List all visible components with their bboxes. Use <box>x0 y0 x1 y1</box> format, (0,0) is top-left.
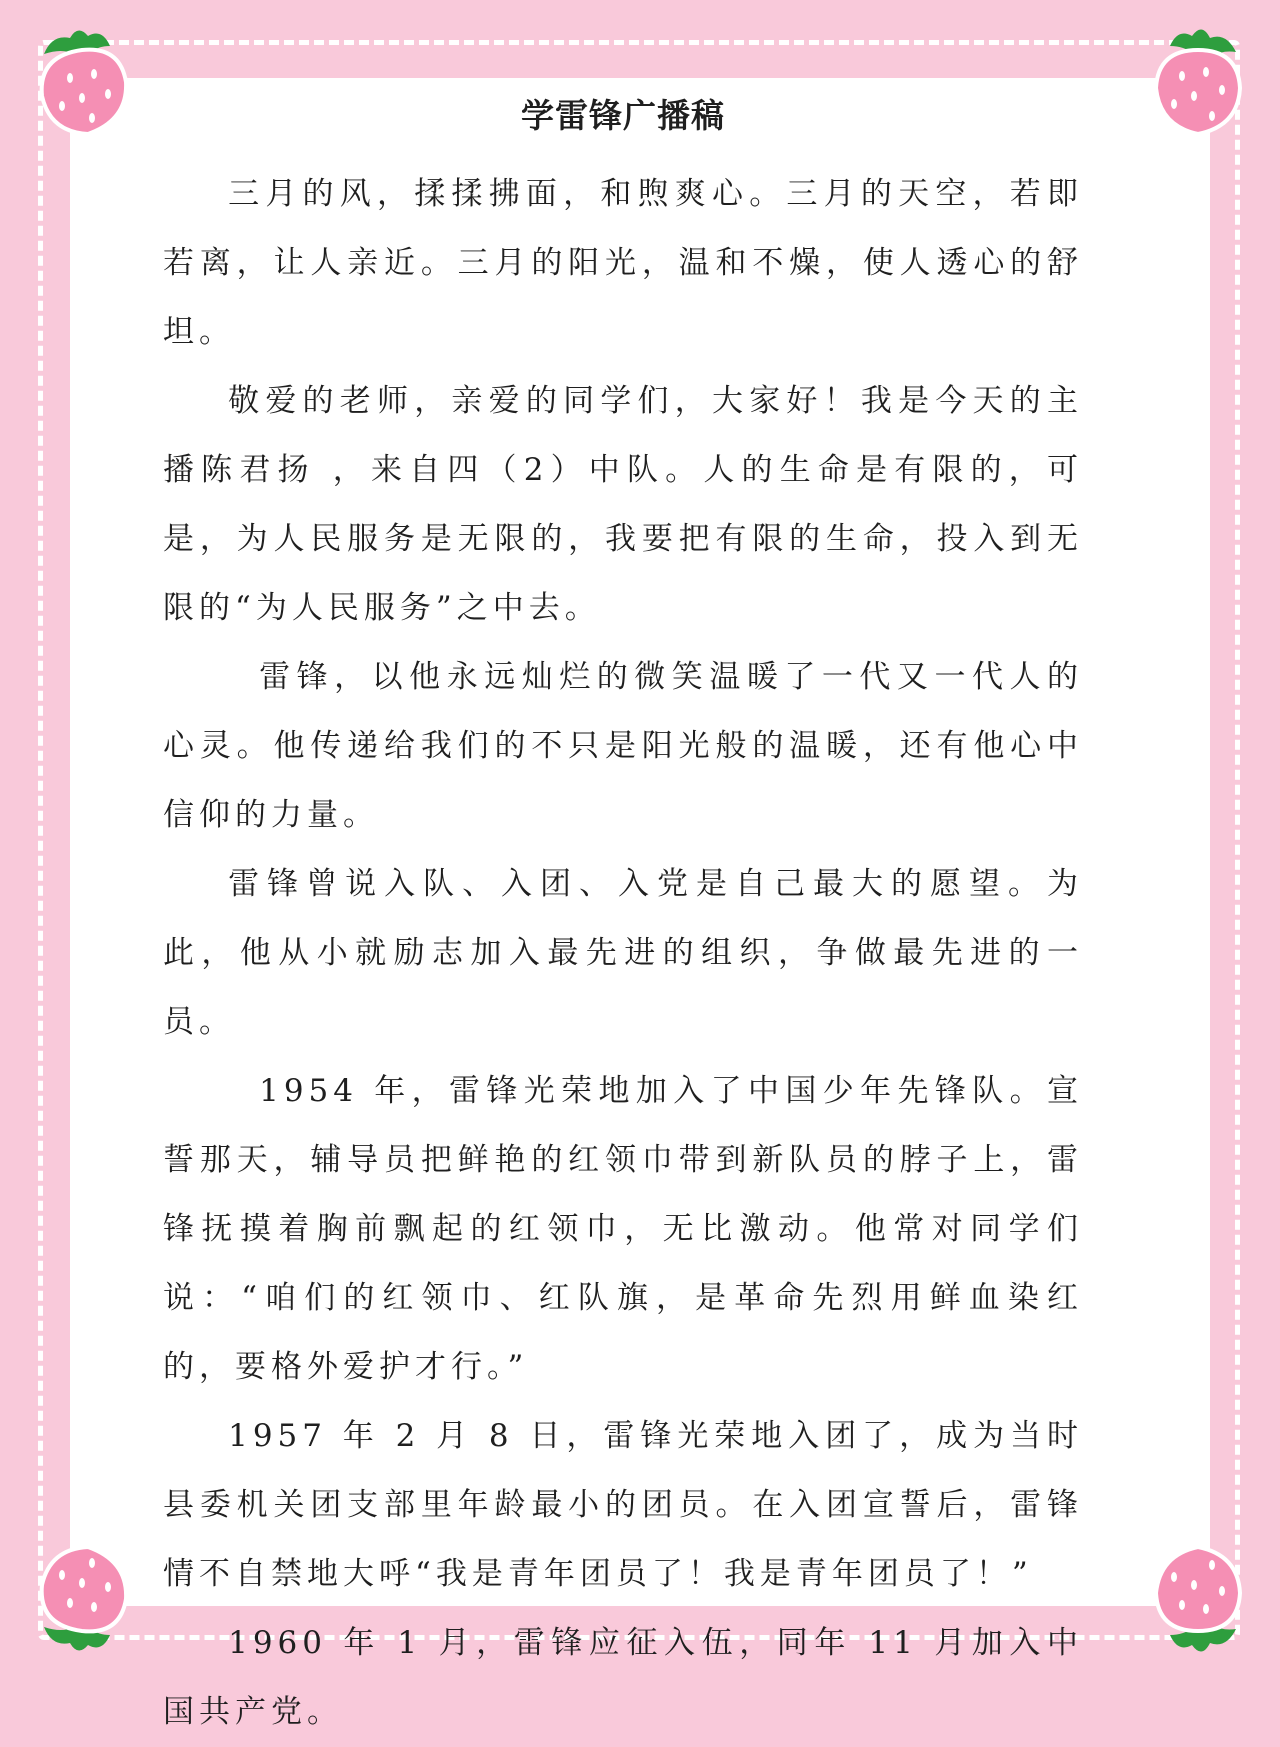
paragraph-intro: 三月的风，揉揉拂面，和煦爽心。三月的天空，若即若离，让人亲近。三月的阳光，温和不燥，使人透心的舒坦。 <box>163 176 1083 350</box>
paragraph-leifeng-smile: 雷锋，以他永远灿烂的微笑温暖了一代又一代人的心灵。他传递给我们的不只是阳光般的温暖，还有他心中信仰的力量。 <box>163 659 1083 833</box>
strawberry-icon <box>22 1535 142 1665</box>
paragraph-1957: 1957 年 2 月 8 日，雷锋光荣地入团了，成为当时县委机关团支部里年龄最小的团员。在入团宣誓后，雷锋情不自禁地大呼“我是青年团员了！我是青年团员了！” <box>163 1418 1083 1592</box>
document-title: 学雷锋广播稿 <box>521 96 725 135</box>
paragraph-wish: 雷锋曾说入队、入团、入党是自己最大的愿望。为此，他从小就励志加入最先进的组织，争做最先进的一员。 <box>163 866 1083 1040</box>
strawberry-icon <box>1138 16 1258 146</box>
paragraph-greeting: 敬爱的老师，亲爱的同学们，大家好！我是今天的主播陈君扬 ，来自四（2）中队。人的生命是有限的，可是，为人民服务是无限的，我要把有限的生命，投入到无限的“为人民服务”之中去。 <box>163 383 1083 626</box>
paragraph-1954: 1954 年，雷锋光荣地加入了中国少年先锋队。宣誓那天，辅导员把鲜艳的红领巾带到新队员的脖子上，雷锋抚摸着胸前飘起的红领巾，无比激动。他常对同学们说：“咱们的红领巾、红队旗，是革命先烈用鲜血染红的，要格外爱护才行。” <box>163 1073 1083 1385</box>
document-body <box>163 88 1083 1747</box>
strawberry-icon <box>22 16 142 146</box>
paragraph-1960: 1960 年 1 月，雷锋应征入伍，同年 11 月加入中国共产党。 <box>163 1625 1083 1730</box>
strawberry-icon <box>1138 1535 1258 1665</box>
